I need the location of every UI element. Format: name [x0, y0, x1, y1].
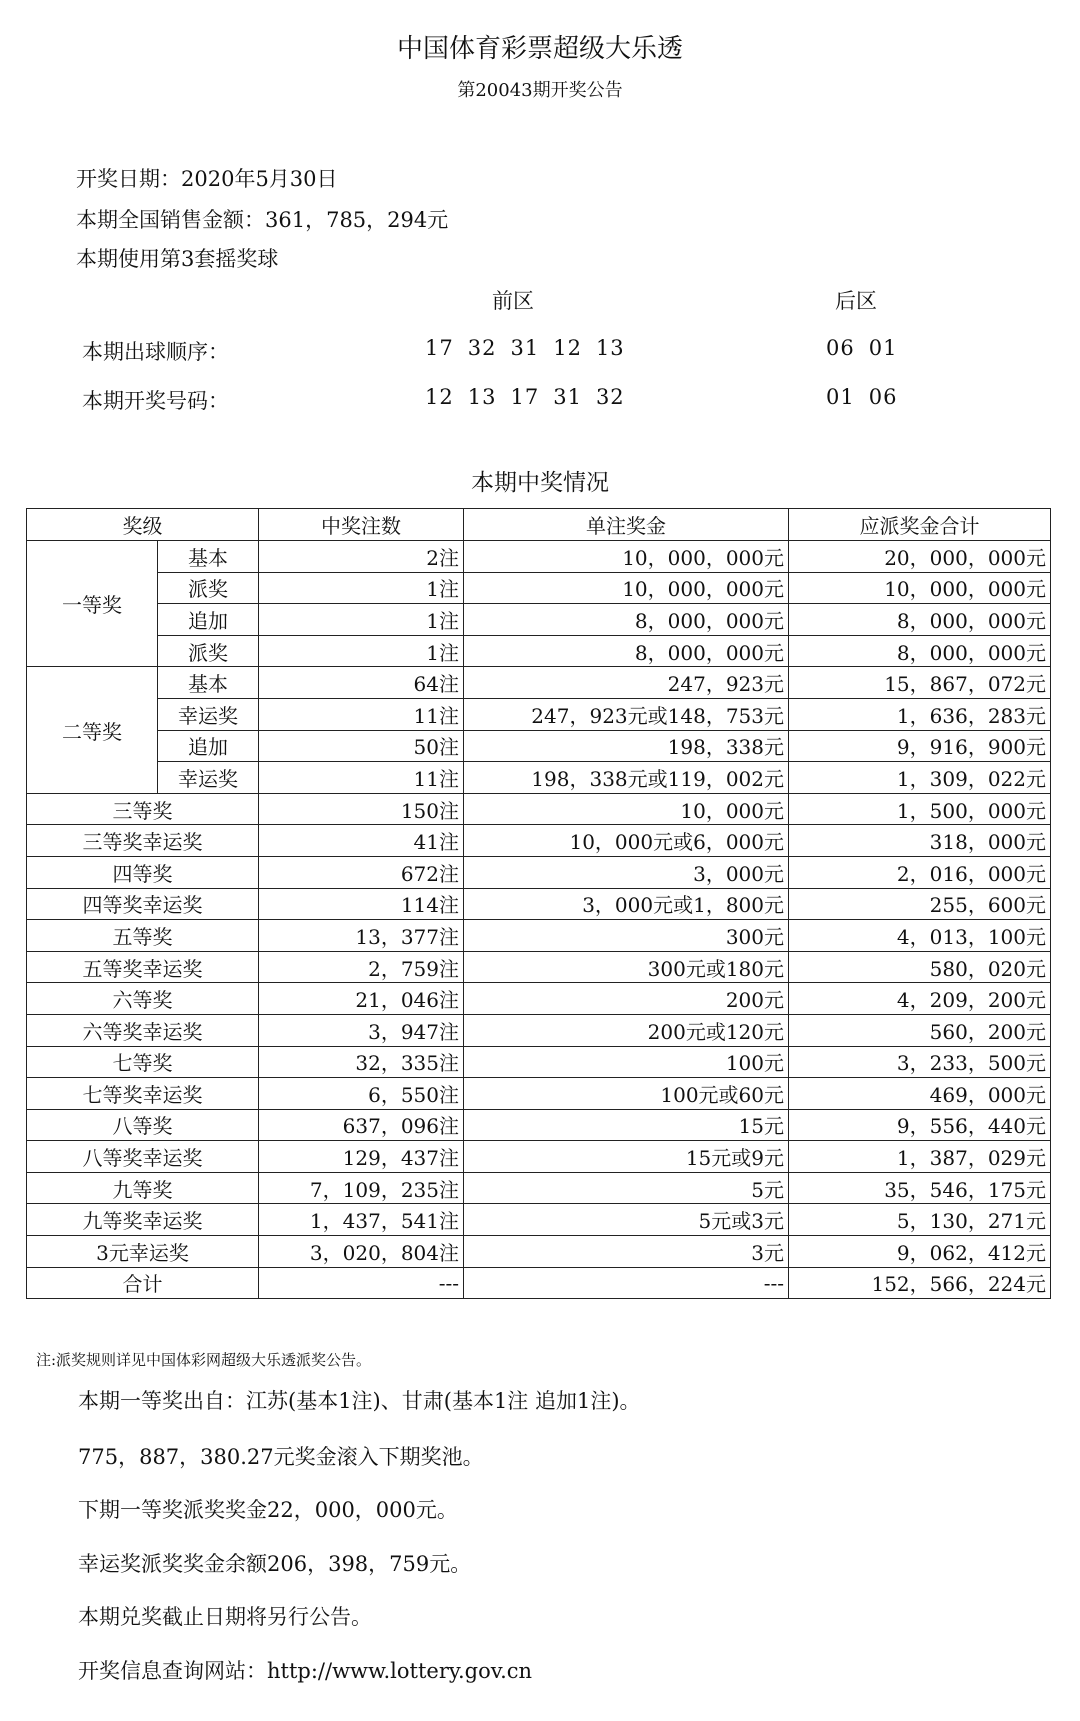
sub-level: 基本	[158, 667, 259, 699]
table-row	[27, 951, 1051, 983]
unit-cell: 5元	[464, 1172, 789, 1204]
total-cell: 1，387，029元	[789, 1141, 1051, 1173]
header-unit: 单注奖金	[464, 509, 789, 541]
table-row	[27, 1014, 1051, 1046]
level-cell: 八等奖幸运奖	[27, 1141, 259, 1173]
table-row	[27, 1172, 1051, 1204]
winning-back	[826, 385, 911, 409]
header-total: 应派奖金合计	[789, 509, 1051, 541]
winning-front	[425, 385, 639, 409]
level-cell: 七等奖幸运奖	[27, 1078, 259, 1110]
count-cell: 114注	[259, 888, 464, 920]
count-cell: 6，550注	[259, 1078, 464, 1110]
table-header-row	[27, 509, 1051, 541]
draw-order-label: 本期出球顺序：	[82, 340, 229, 364]
ball-number: 17	[510, 385, 540, 409]
table-row	[27, 604, 1051, 636]
unit-cell: 10，000元或6，000元	[464, 825, 789, 857]
table-row	[27, 825, 1051, 857]
table-row	[27, 983, 1051, 1015]
prize-rows	[27, 793, 1051, 1267]
ball-number: 12	[425, 385, 454, 409]
count-cell: 1注	[259, 635, 464, 667]
table-row	[27, 762, 1051, 794]
count-cell: 7，109，235注	[259, 1172, 464, 1204]
count-cell: 637，096注	[259, 1109, 464, 1141]
table-row	[27, 667, 1051, 699]
count-cell: 3，947注	[259, 1014, 464, 1046]
first-prize-label: 一等奖	[27, 541, 158, 667]
count-cell: 150注	[259, 793, 464, 825]
lucky-balance-text: 幸运奖派奖奖金余额206，398，759元。	[78, 1552, 472, 1576]
ball-number: 12	[553, 336, 582, 360]
deadline-text: 本期兑奖截止日期将另行公告。	[78, 1605, 372, 1629]
unit-cell: 100元	[464, 1046, 789, 1078]
table-row	[27, 698, 1051, 730]
sales-amount: 本期全国销售金额：361，785，294元	[76, 208, 449, 232]
total-cell: 255，600元	[789, 888, 1051, 920]
count-cell: ---	[259, 1267, 464, 1299]
table-row	[27, 856, 1051, 888]
count-cell: 11注	[259, 762, 464, 794]
table-row	[27, 1109, 1051, 1141]
total-cell: 8，000，000元	[789, 604, 1051, 636]
total-cell: 10，000，000元	[789, 572, 1051, 604]
unit-cell: 198，338元或119，002元	[464, 762, 789, 794]
second-prize-label: 二等奖	[27, 667, 158, 793]
total-cell: 35，546，175元	[789, 1172, 1051, 1204]
level-cell: 九等奖	[27, 1172, 259, 1204]
level-cell: 六等奖	[27, 983, 259, 1015]
count-cell: 13，377注	[259, 920, 464, 952]
unit-cell: 8，000，000元	[464, 635, 789, 667]
level-cell: 八等奖	[27, 1109, 259, 1141]
unit-cell: 247，923元或148，753元	[464, 698, 789, 730]
level-cell: 五等奖	[27, 920, 259, 952]
sub-level: 幸运奖	[158, 698, 259, 730]
sum-label: 合计	[27, 1267, 259, 1299]
level-cell: 五等奖幸运奖	[27, 951, 259, 983]
sub-level: 基本	[158, 541, 259, 573]
table-row	[27, 541, 1051, 573]
draw-order-front	[425, 336, 639, 360]
count-cell: 672注	[259, 856, 464, 888]
ball-number: 06	[868, 385, 898, 409]
sub-level: 追加	[158, 604, 259, 636]
unit-cell: 10，000元	[464, 793, 789, 825]
count-cell: 1注	[259, 572, 464, 604]
total-cell: 8，000，000元	[789, 635, 1051, 667]
draw-order-back	[826, 336, 911, 360]
total-cell: 5，130，271元	[789, 1204, 1051, 1236]
total-cell: 15，867，072元	[789, 667, 1051, 699]
unit-cell: 10，000，000元	[464, 541, 789, 573]
unit-cell: 200元	[464, 983, 789, 1015]
sub-level: 派奖	[158, 635, 259, 667]
count-cell: 1，437，541注	[259, 1204, 464, 1236]
unit-cell: 300元	[464, 920, 789, 952]
count-cell: 1注	[259, 604, 464, 636]
total-cell: 560，200元	[789, 1014, 1051, 1046]
table-row	[27, 635, 1051, 667]
next-jackpot-text: 下期一等奖派奖奖金22，000，000元。	[78, 1498, 458, 1522]
count-cell: 2注	[259, 541, 464, 573]
sub-level: 追加	[158, 730, 259, 762]
table-row	[27, 730, 1051, 762]
total-cell: 9，556，440元	[789, 1109, 1051, 1141]
unit-cell: 200元或120元	[464, 1014, 789, 1046]
total-cell: 469，000元	[789, 1078, 1051, 1110]
page-title: 中国体育彩票超级大乐透	[396, 34, 683, 64]
header-count: 中奖注数	[259, 509, 464, 541]
count-cell: 129，437注	[259, 1141, 464, 1173]
total-cell: 152，566，224元	[789, 1267, 1051, 1299]
table-row	[27, 1078, 1051, 1110]
level-cell: 三等奖	[27, 793, 259, 825]
ball-number: 01	[868, 336, 898, 360]
total-cell: 20，000，000元	[789, 541, 1051, 573]
unit-cell: 8，000，000元	[464, 604, 789, 636]
draw-date: 开奖日期：2020年5月30日	[76, 167, 338, 191]
total-cell: 9，916，900元	[789, 730, 1051, 762]
level-cell: 六等奖幸运奖	[27, 1014, 259, 1046]
ball-number: 06	[826, 336, 855, 360]
total-cell: 2，016，000元	[789, 856, 1051, 888]
unit-cell: 198，338元	[464, 730, 789, 762]
count-cell: 41注	[259, 825, 464, 857]
back-zone-label: 后区	[835, 289, 877, 313]
table-row	[27, 920, 1051, 952]
unit-cell: 10，000，000元	[464, 572, 789, 604]
total-cell: 1，309，022元	[789, 762, 1051, 794]
table-row	[27, 1046, 1051, 1078]
issue-subtitle: 第20043期开奖公告	[457, 80, 623, 101]
unit-cell: 100元或60元	[464, 1078, 789, 1110]
front-zone-label: 前区	[492, 289, 534, 313]
level-cell: 3元幸运奖	[27, 1236, 259, 1268]
count-cell: 11注	[259, 698, 464, 730]
count-cell: 50注	[259, 730, 464, 762]
winning-numbers-label: 本期开奖号码：	[82, 389, 229, 413]
footnote: 注:派奖规则详见中国体彩网超级大乐透派奖公告。	[36, 1351, 372, 1369]
unit-cell: 15元	[464, 1109, 789, 1141]
unit-cell: 300元或180元	[464, 951, 789, 983]
level-cell: 九等奖幸运奖	[27, 1204, 259, 1236]
total-cell: 580，020元	[789, 951, 1051, 983]
level-cell: 四等奖幸运奖	[27, 888, 259, 920]
total-cell: 318，000元	[789, 825, 1051, 857]
count-cell: 21，046注	[259, 983, 464, 1015]
ball-number: 13	[595, 336, 625, 360]
ball-number: 32	[595, 385, 625, 409]
sub-level: 派奖	[158, 572, 259, 604]
total-cell: 4，209，200元	[789, 983, 1051, 1015]
count-cell: 2，759注	[259, 951, 464, 983]
table-row	[27, 572, 1051, 604]
level-cell: 四等奖	[27, 856, 259, 888]
unit-cell: 15元或9元	[464, 1141, 789, 1173]
section-title: 本期中奖情况	[471, 470, 609, 496]
ball-number: 31	[553, 385, 582, 409]
unit-cell: 5元或3元	[464, 1204, 789, 1236]
total-cell: 3，233，500元	[789, 1046, 1051, 1078]
header-level: 奖级	[27, 509, 259, 541]
count-cell: 3，020，804注	[259, 1236, 464, 1268]
total-cell: 4，013，100元	[789, 920, 1051, 952]
count-cell: 64注	[259, 667, 464, 699]
total-cell: 1，636，283元	[789, 698, 1051, 730]
total-cell: 1，500，000元	[789, 793, 1051, 825]
prize-table	[26, 508, 1051, 1299]
table-row	[27, 1236, 1051, 1268]
table-row	[27, 793, 1051, 825]
ball-number: 17	[425, 336, 454, 360]
rollover-text: 775，887，380.27元奖金滚入下期奖池。	[78, 1445, 484, 1469]
sub-level: 幸运奖	[158, 762, 259, 794]
table-row	[27, 1204, 1051, 1236]
sum-row	[27, 1267, 1051, 1299]
unit-cell: 3，000元	[464, 856, 789, 888]
level-cell: 七等奖	[27, 1046, 259, 1078]
first-prize-origin: 本期一等奖出自：江苏(基本1注)、甘肃(基本1注 追加1注)。	[78, 1389, 641, 1413]
ball-number: 32	[467, 336, 497, 360]
unit-cell: 247，923元	[464, 667, 789, 699]
count-cell: 32，335注	[259, 1046, 464, 1078]
table-row	[27, 888, 1051, 920]
ball-set: 本期使用第3套摇奖球	[76, 247, 279, 271]
total-cell: 9，062，412元	[789, 1236, 1051, 1268]
website-text: 开奖信息查询网站：http://www.lottery.gov.cn	[78, 1659, 533, 1683]
ball-number: 01	[826, 385, 855, 409]
unit-cell: ---	[464, 1267, 789, 1299]
table-row	[27, 1141, 1051, 1173]
unit-cell: 3，000元或1，800元	[464, 888, 789, 920]
level-cell: 三等奖幸运奖	[27, 825, 259, 857]
ball-number: 13	[467, 385, 497, 409]
unit-cell: 3元	[464, 1236, 789, 1268]
ball-number: 31	[510, 336, 540, 360]
